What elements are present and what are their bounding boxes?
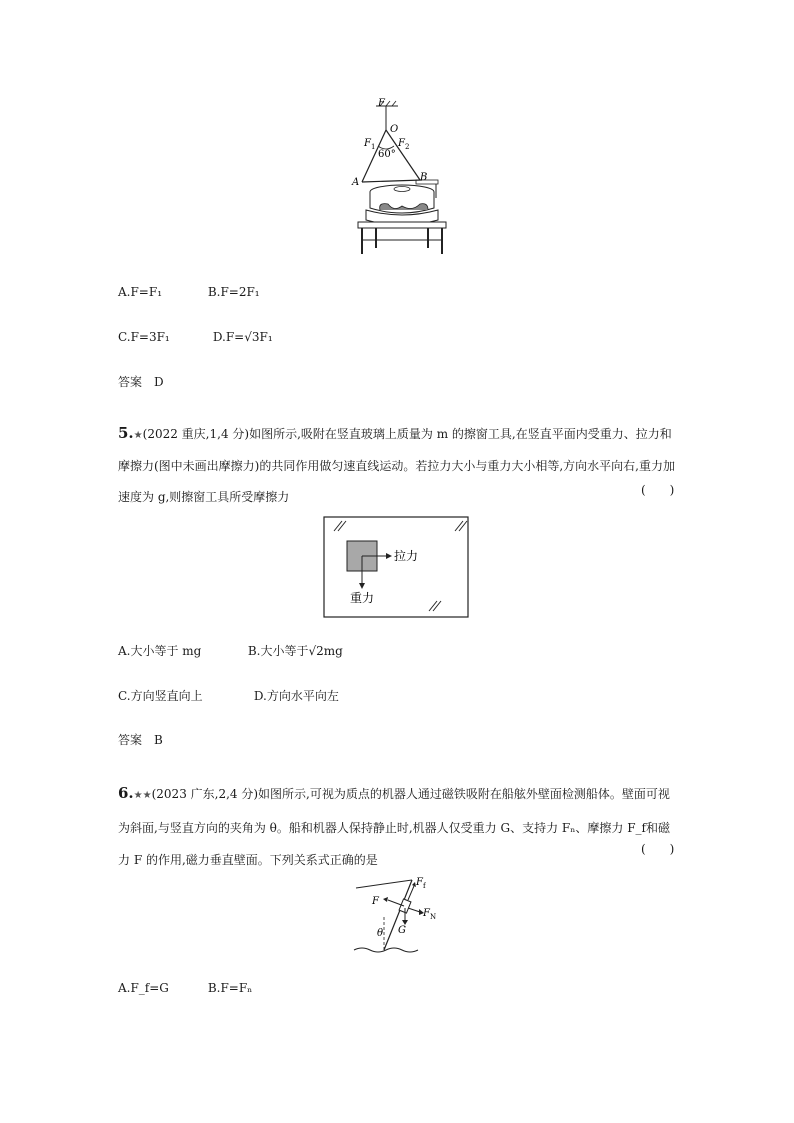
q4-option-d[interactable]: D.F=√3F₁ [212, 330, 273, 344]
q4-options-row-2 [118, 329, 273, 345]
q5-figure [322, 515, 470, 620]
q6-stem [118, 777, 678, 876]
q5-answer-blank[interactable]: ( ) [641, 483, 675, 497]
q4-label-F2: F [398, 138, 405, 149]
q5-label-pull: 拉力 [394, 549, 419, 563]
q6-label-FN: F [423, 908, 430, 919]
q4-option-b[interactable]: B.F=2F₁ [207, 285, 260, 299]
q4-label-O: O [390, 124, 399, 135]
q6-number: 6. [118, 784, 134, 802]
q4-label-F1-sub: 1 [371, 143, 376, 151]
q5-options-row-2 [118, 688, 339, 704]
q6-label-F: F [372, 896, 379, 907]
q6-label-FN-sub: N [430, 913, 437, 921]
q4-figure [340, 96, 450, 258]
q5-option-a[interactable]: A.大小等于 mg [118, 644, 202, 658]
q5-text: (2022 重庆,1,4 分)如图所示,吸附在竖直玻璃上质量为 m 的擦窗工具,在竖直平面内受重力、拉力和摩擦力(图中未画出摩擦力)的共同作用做匀速直线运动。若拉力大小与重力大小相等,方向水平向右,重力加速度为 g,则擦窗工具所受摩擦力 [118, 427, 675, 504]
q6-label-Ff-sub: f [423, 882, 426, 890]
q5-stem [118, 418, 678, 513]
q4-label-F2-sub: 2 [405, 143, 410, 151]
q4-options-row-1 [118, 284, 260, 300]
q5-option-b[interactable]: B.大小等于√2mg [247, 644, 343, 658]
q6-answer-blank[interactable]: ( ) [641, 842, 675, 856]
q6-figure [350, 870, 450, 960]
q6-option-b[interactable]: B.F=Fₙ [207, 981, 253, 995]
q6-option-a[interactable]: A.F_f=G [118, 981, 169, 995]
q6-label-theta: θ [377, 928, 384, 939]
q5-number: 5. [118, 424, 134, 442]
q4-label-B: B [420, 172, 428, 183]
q5-option-c[interactable]: C.方向竖直向上 [118, 689, 203, 703]
q5-label-gravity: 重力 [350, 591, 375, 605]
q4-option-c[interactable]: C.F=3F₁ [118, 330, 170, 344]
q5-star-icon: ★ [133, 430, 143, 441]
q6-label-G: G [398, 925, 406, 936]
q5-answer: 答案 B [118, 733, 163, 747]
q4-label-A: A [352, 177, 360, 188]
q6-star-icon: ★★ [133, 790, 152, 801]
q4-label-F: F [378, 98, 385, 109]
q4-label-F1: F [364, 138, 371, 149]
q4-option-a[interactable]: A.F=F₁ [118, 285, 162, 299]
q4-answer: 答案 D [118, 375, 164, 389]
q6-text: (2023 广东,2,4 分)如图所示,可视为质点的机器人通过磁铁吸附在船舷外壁面检测船体。壁面可视为斜面,与竖直方向的夹角为 θ。船和机器人保持静止时,机器人仅受重力 G、支持力 Fₙ、摩擦力 F_f和磁力 F 的作用,磁力垂直壁面。下列关系式正确的是 [118, 787, 670, 867]
q4-label-angle: 60° [378, 149, 396, 160]
q5-option-d[interactable]: D.方向水平向左 [253, 689, 339, 703]
q6-label-Ff: F [416, 877, 423, 888]
q5-options-row-1 [118, 643, 343, 659]
q6-options-row-1 [118, 980, 252, 996]
